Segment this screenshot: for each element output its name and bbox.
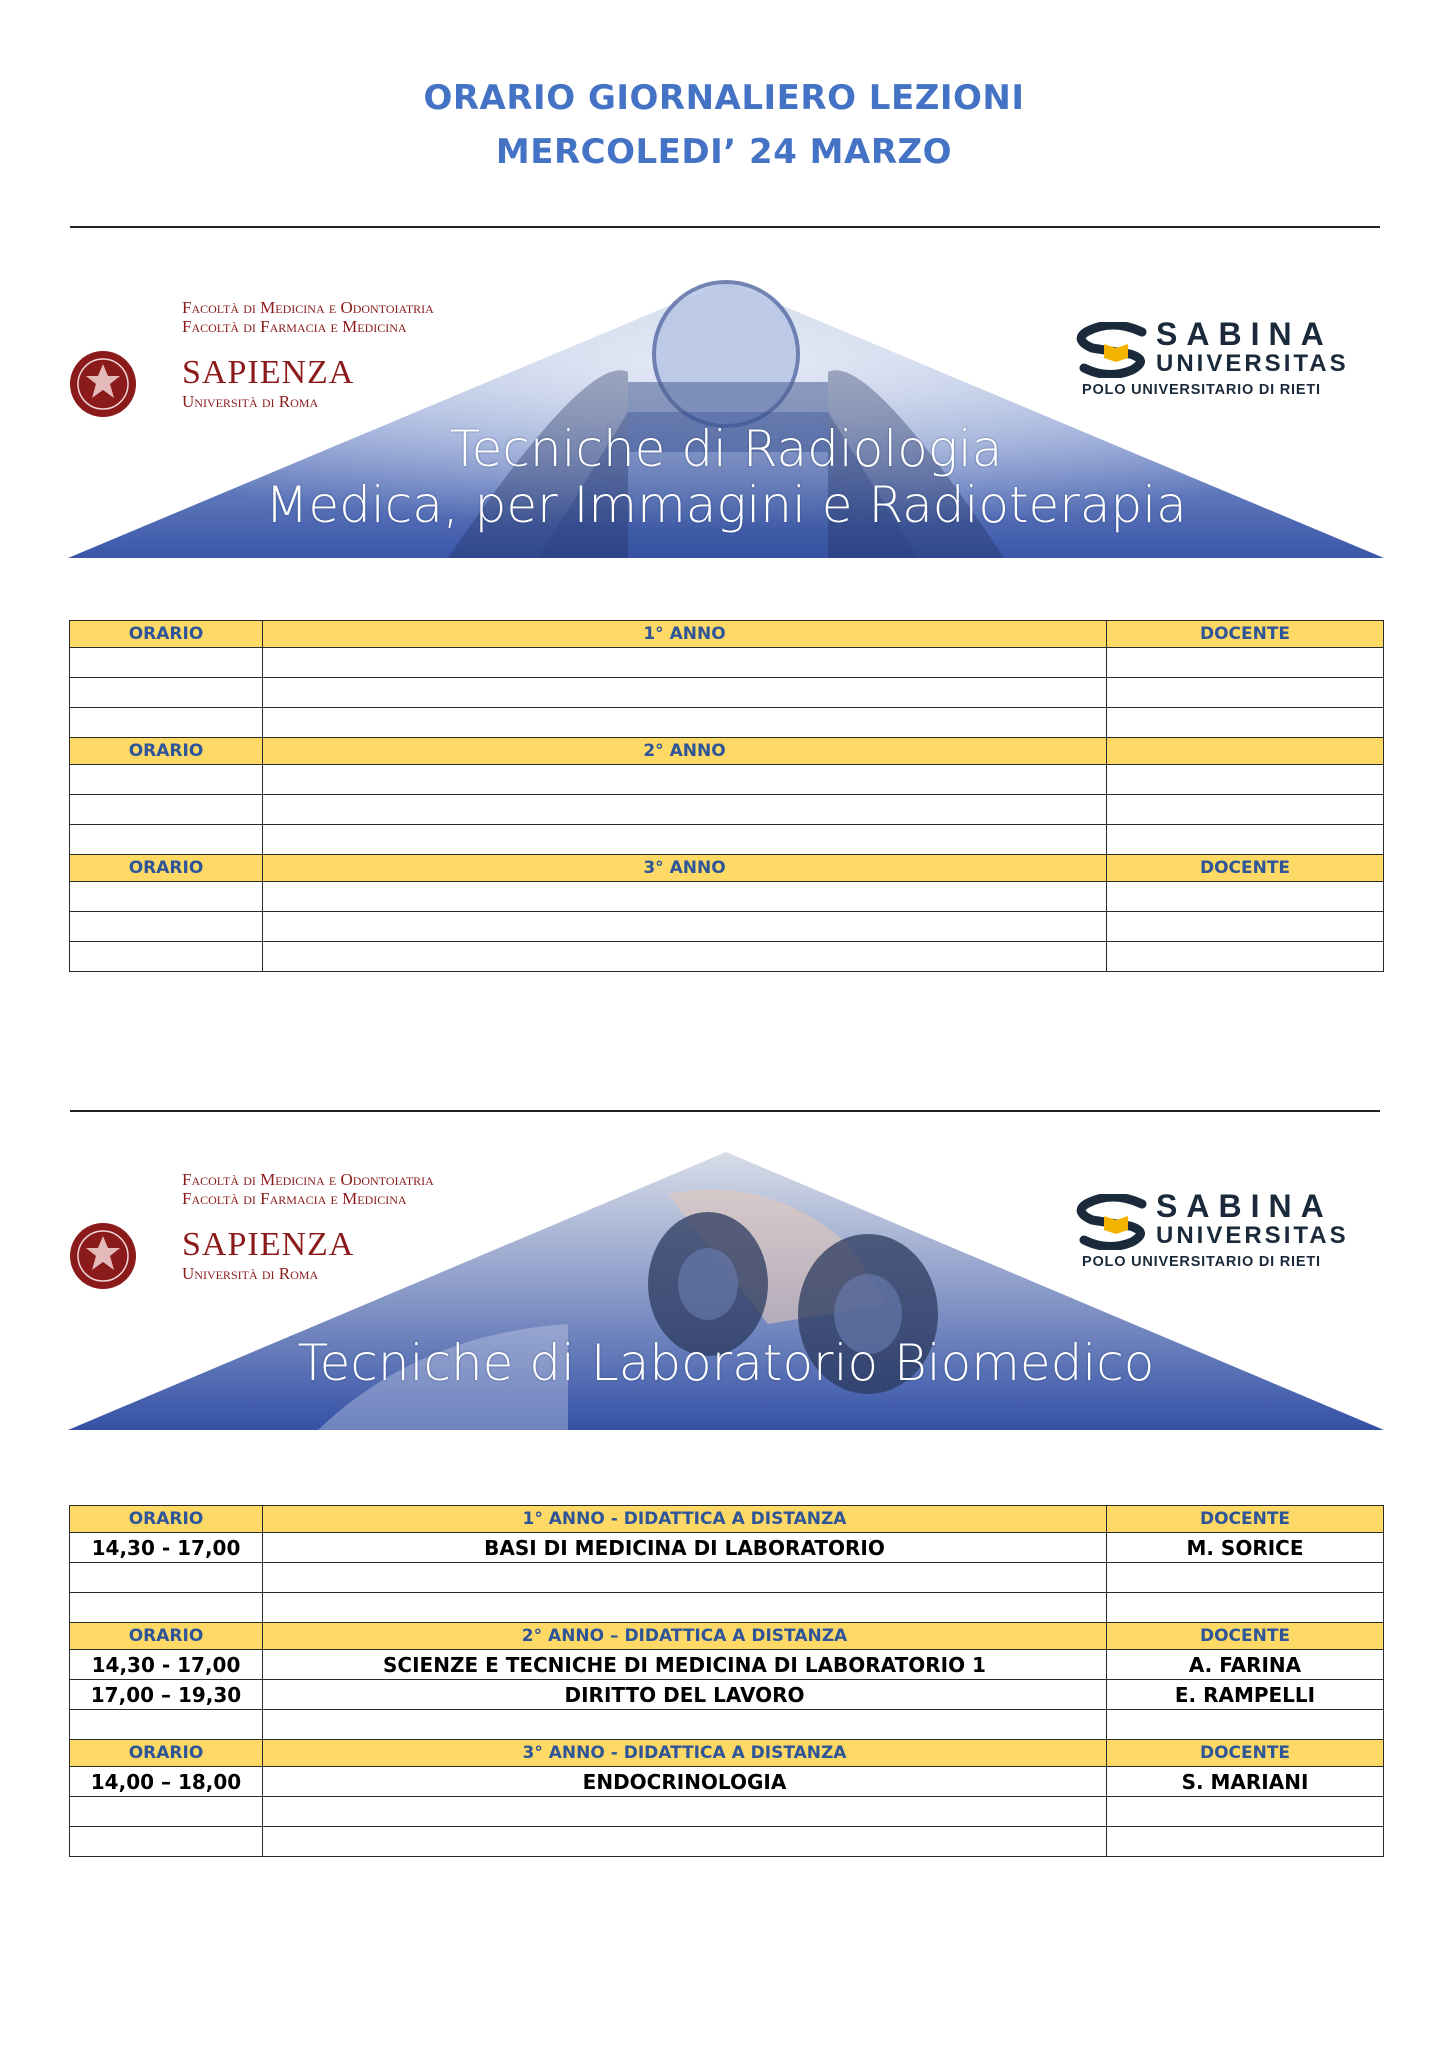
cell-time: 17,00 – 19,30 (70, 1680, 263, 1710)
table-row (70, 1533, 1384, 1563)
table-row (70, 1650, 1384, 1680)
banner2-title: Tecniche di Laboratorio Biomedico (297, 1334, 1155, 1392)
cell-time (70, 1797, 263, 1827)
cell-time (70, 648, 263, 678)
cell-teacher (1107, 795, 1384, 825)
cell-course (263, 1593, 1107, 1623)
faculty-line2: Facoltà di Farmacia e Medicina (182, 1189, 407, 1208)
header-cell-course: 1° ANNO (263, 621, 1107, 648)
table-row (70, 1767, 1384, 1797)
cell-time (70, 912, 263, 942)
header-cell-teacher (1107, 738, 1384, 765)
table-row (70, 1797, 1384, 1827)
schedule-table-laboratorio (69, 1505, 1384, 1857)
header-cell-teacher: DOCENTE (1107, 1623, 1384, 1650)
cell-course: SCIENZE E TECNICHE DI MEDICINA DI LABORATORIO 1 (263, 1650, 1107, 1680)
cell-course (263, 1563, 1107, 1593)
cell-course (263, 765, 1107, 795)
sapienza-seal-icon (68, 1218, 138, 1294)
cell-teacher (1107, 1797, 1384, 1827)
cell-teacher (1107, 1563, 1384, 1593)
cell-time (70, 882, 263, 912)
table-row (70, 795, 1384, 825)
cell-teacher (1107, 942, 1384, 972)
cell-teacher (1107, 648, 1384, 678)
banner-laboratorio (68, 1134, 1384, 1430)
cell-course (263, 912, 1107, 942)
cell-time (70, 1593, 263, 1623)
cell-teacher (1107, 1710, 1384, 1740)
sabina-line2: UNIVERSITAS (1156, 1222, 1349, 1249)
cell-teacher: E. RAMPELLI (1107, 1680, 1384, 1710)
cell-teacher (1107, 912, 1384, 942)
sabina-s-book-icon (1072, 322, 1158, 378)
sapienza-sub: Università di Roma (182, 392, 319, 411)
cell-teacher: A. FARINA (1107, 1650, 1384, 1680)
cell-course (263, 678, 1107, 708)
cell-course (263, 648, 1107, 678)
cell-time (70, 1563, 263, 1593)
cell-course (263, 942, 1107, 972)
table-row (70, 825, 1384, 855)
section-header-row (70, 621, 1384, 648)
cell-time: 14,00 – 18,00 (70, 1767, 263, 1797)
header-cell-teacher: DOCENTE (1107, 1740, 1384, 1767)
divider (70, 226, 1380, 228)
cell-teacher (1107, 1827, 1384, 1857)
header-cell-time: ORARIO (70, 1623, 263, 1650)
faculty-line2: Facoltà di Farmacia e Medicina (182, 317, 407, 336)
cell-time (70, 708, 263, 738)
header-cell-course: 1° ANNO - DIDATTICA A DISTANZA (263, 1506, 1107, 1533)
header-cell-time: ORARIO (70, 855, 263, 882)
table-row (70, 678, 1384, 708)
section-header-row (70, 855, 1384, 882)
schedule-table-radiologia (69, 620, 1384, 972)
sapienza-seal-icon (68, 346, 138, 422)
sapienza-name: SAPIENZA (182, 354, 355, 391)
cell-teacher (1107, 708, 1384, 738)
cell-course (263, 1827, 1107, 1857)
banner1-title-line2: Medica, per Immagini e Radioterapia (265, 476, 1187, 534)
table-row (70, 1827, 1384, 1857)
header-cell-course: 2° ANNO (263, 738, 1107, 765)
header-cell-time: ORARIO (70, 1506, 263, 1533)
cell-course (263, 708, 1107, 738)
cell-course (263, 825, 1107, 855)
cell-course: ENDOCRINOLOGIA (263, 1767, 1107, 1797)
sapienza-sub: Università di Roma (182, 1264, 319, 1283)
sabina-logo (1068, 316, 1368, 406)
faculty-line1: Facoltà di Medicina e Odontoiatria (182, 1170, 434, 1189)
header-cell-teacher: DOCENTE (1107, 1506, 1384, 1533)
sapienza-name: SAPIENZA (182, 1226, 355, 1263)
section-header-row (70, 1506, 1384, 1533)
cell-teacher (1107, 882, 1384, 912)
header-cell-course: 3° ANNO (263, 855, 1107, 882)
cell-time (70, 1710, 263, 1740)
cell-time (70, 795, 263, 825)
table-row (70, 942, 1384, 972)
cell-course (263, 882, 1107, 912)
cell-teacher (1107, 825, 1384, 855)
cell-course (263, 795, 1107, 825)
banner1-title-line1: Tecniche di Radiologia (449, 420, 1003, 478)
cell-course: DIRITTO DEL LAVORO (263, 1680, 1107, 1710)
table-row (70, 912, 1384, 942)
table-row (70, 708, 1384, 738)
banner-radiologia (68, 262, 1384, 558)
sabina-line3: POLO UNIVERSITARIO DI RIETI (1082, 382, 1321, 398)
sabina-line1: SABINA (1156, 316, 1333, 352)
header-cell-time: ORARIO (70, 1740, 263, 1767)
cell-time (70, 825, 263, 855)
cell-time (70, 942, 263, 972)
sabina-line1: SABINA (1156, 1188, 1333, 1224)
header-cell-time: ORARIO (70, 621, 263, 648)
table-row (70, 648, 1384, 678)
table-row (70, 765, 1384, 795)
table-row (70, 1593, 1384, 1623)
cell-teacher: M. SORICE (1107, 1533, 1384, 1563)
cell-time: 14,30 - 17,00 (70, 1533, 263, 1563)
cell-time (70, 678, 263, 708)
sabina-line3: POLO UNIVERSITARIO DI RIETI (1082, 1254, 1321, 1270)
section-header-row (70, 1740, 1384, 1767)
cell-teacher (1107, 765, 1384, 795)
page-title-line1: ORARIO GIORNALIERO LEZIONI (423, 78, 1025, 118)
header-cell-course: 3° ANNO - DIDATTICA A DISTANZA (263, 1740, 1107, 1767)
cell-time (70, 1827, 263, 1857)
section-header-row (70, 1623, 1384, 1650)
cell-time (70, 765, 263, 795)
table-row (70, 1710, 1384, 1740)
cell-course: BASI DI MEDICINA DI LABORATORIO (263, 1533, 1107, 1563)
table-row (70, 1680, 1384, 1710)
cell-course (263, 1797, 1107, 1827)
header-cell-teacher: DOCENTE (1107, 621, 1384, 648)
faculty-line1: Facoltà di Medicina e Odontoiatria (182, 298, 434, 317)
table-row (70, 1563, 1384, 1593)
header-cell-time: ORARIO (70, 738, 263, 765)
sabina-line2: UNIVERSITAS (1156, 350, 1349, 377)
sabina-s-book-icon (1072, 1194, 1158, 1250)
header-cell-course: 2° ANNO – DIDATTICA A DISTANZA (263, 1623, 1107, 1650)
cell-course (263, 1710, 1107, 1740)
table-row (70, 882, 1384, 912)
page-title-line2: MERCOLEDI’ 24 MARZO (495, 132, 953, 172)
section-header-row (70, 738, 1384, 765)
cell-teacher: S. MARIANI (1107, 1767, 1384, 1797)
cell-teacher (1107, 1593, 1384, 1623)
cell-teacher (1107, 678, 1384, 708)
sabina-logo (1068, 1188, 1368, 1278)
divider (70, 1110, 1380, 1112)
cell-time: 14,30 - 17,00 (70, 1650, 263, 1680)
header-cell-teacher: DOCENTE (1107, 855, 1384, 882)
